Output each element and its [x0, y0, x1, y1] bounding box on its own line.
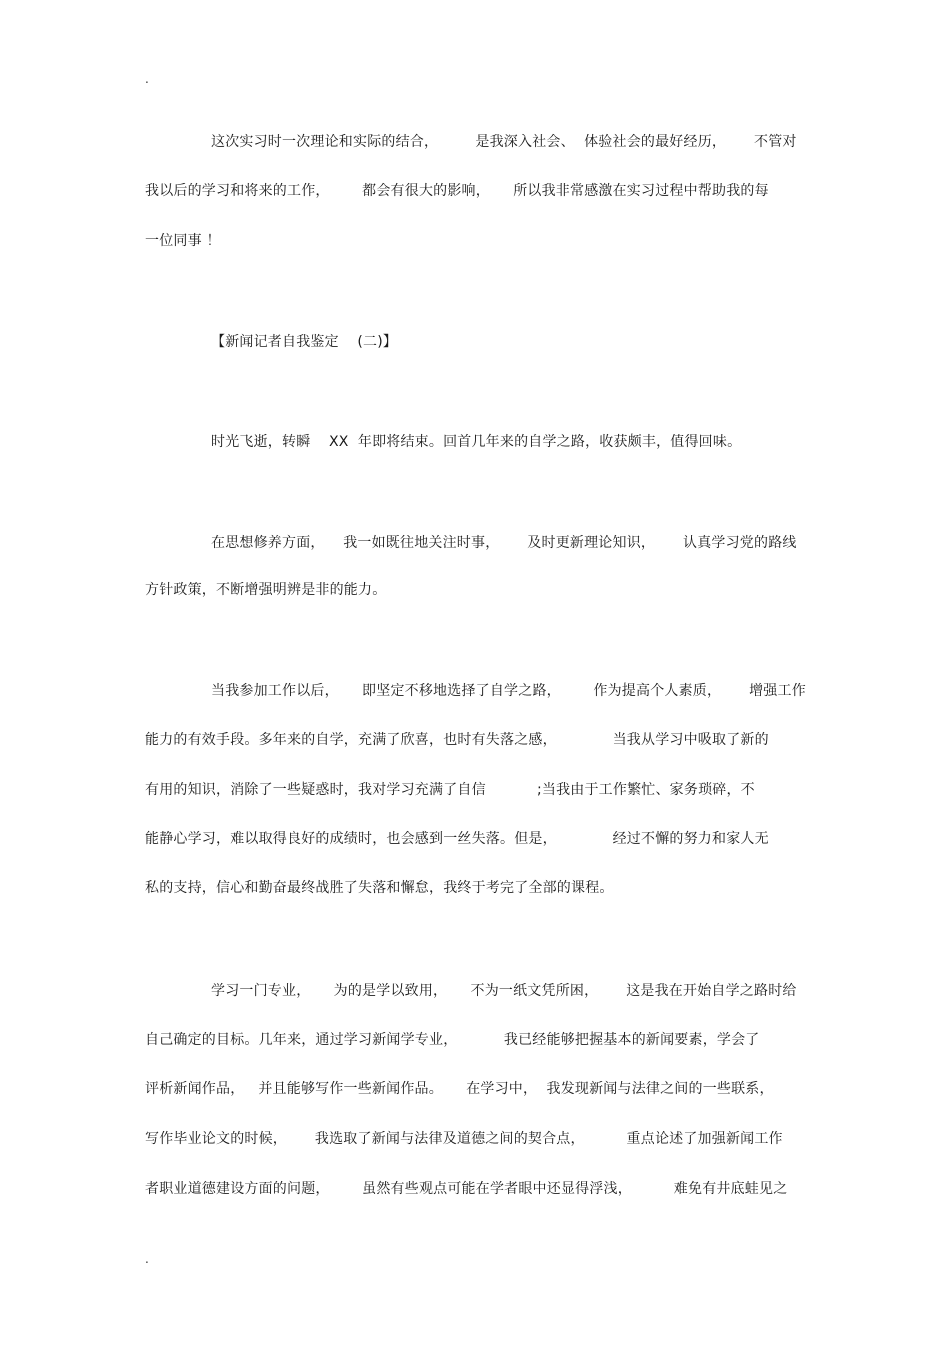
text-line: 有用的知识，消除了一些疑惑时，我对学习充满了自信 ;当我由于工作繁忙、家务琐碎，不 [145, 782, 755, 798]
section-heading-text: 【新闻记者自我鉴定 (二)】 [211, 334, 398, 350]
page-bottom-mark: . [145, 1252, 149, 1266]
text-line: 写作毕业论文的时候， 我选取了新闻与法律及道德之间的契合点， 重点论述了加强新闻工作 [145, 1131, 783, 1147]
text-line: 这次实习时一次理论和实际的结合， 是我深入社会、 体验社会的最好经历， 不管对 [211, 134, 797, 150]
text-line: 我以后的学习和将来的工作， 都会有很大的影响， 所以我非常感激在实习过程中帮助我的每 [145, 183, 769, 199]
text-line: 时光飞逝，转瞬 XX 年即将结束。回首几年来的自学之路，收获颇丰，值得回味。 [211, 434, 742, 450]
text-line: 能力的有效手段。多年来的自学，充满了欣喜，也时有失落之感， 当我从学习中吸取了新的 [145, 732, 769, 748]
text-line: 方针政策，不断增强明辨是非的能力。 [145, 582, 387, 598]
text-line: 一位同事 ！ [145, 233, 221, 249]
text-line: 自己确定的目标。几年来，通过学习新闻学专业， 我已经能够把握基本的新闻要素，学会了 [145, 1032, 760, 1048]
page-top-mark: . [145, 72, 149, 86]
text-line: 学习一门专业， 为的是学以致用， 不为一纸文凭所困， 这是我在开始自学之路时给 [211, 983, 797, 999]
text-line: 当我参加工作以后， 即坚定不移地选择了自学之路， 作为提高个人素质， 增强工作 [211, 683, 806, 699]
text-line: 能静心学习，难以取得良好的成绩时，也会感到一丝失落。但是， 经过不懈的努力和家人无 [145, 831, 769, 847]
text-line: 评析新闻作品， 并且能够写作一些新闻作品。 在学习中， 我发现新闻与法律之间的一些联系， [145, 1081, 774, 1097]
text-line: 者职业道德建设方面的问题， 虽然有些观点可能在学者眼中还显得浮浅， 难免有井底蛙见之 [145, 1181, 788, 1197]
text-line: 在思想修养方面， 我一如既往地关注时事， 及时更新理论知识， 认真学习党的路线 [211, 535, 797, 551]
text-line: 私的支持，信心和勤奋最终战胜了失落和懈怠，我终于考完了全部的课程。 [145, 880, 614, 896]
